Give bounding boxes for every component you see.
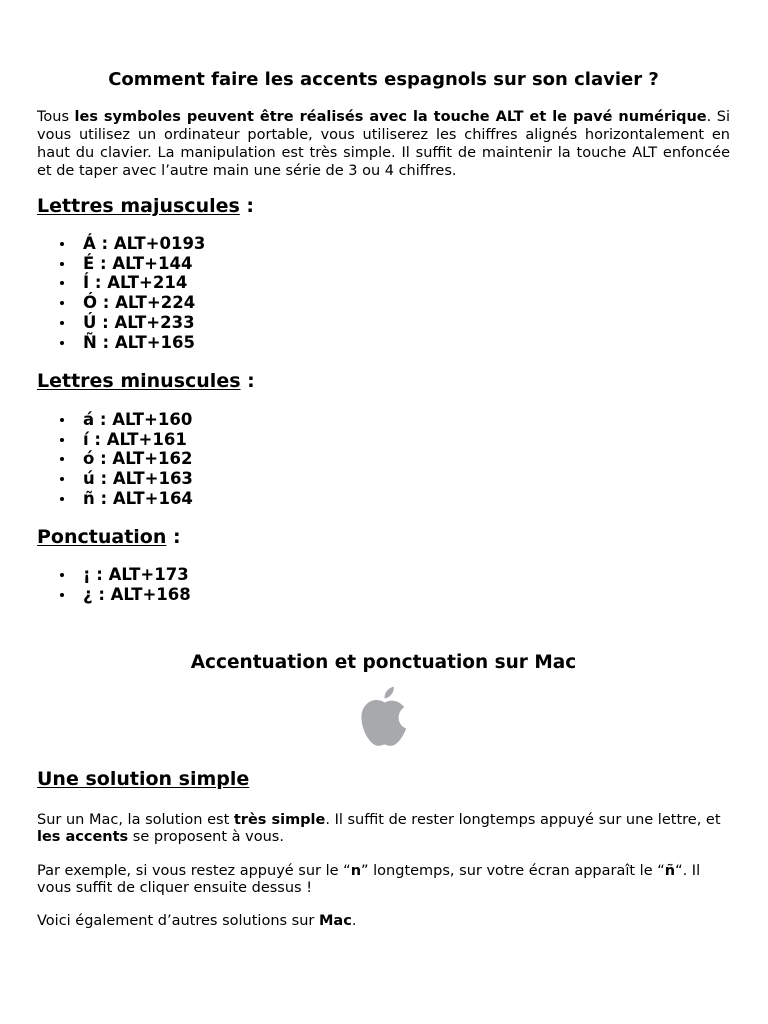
p2-bold-1: n [350, 863, 362, 879]
apple-logo-icon [357, 684, 412, 748]
lowercase-list [37, 410, 193, 509]
lowercase-heading-colon: : [240, 370, 255, 392]
uppercase-heading-label: Lettres majuscules [37, 195, 240, 217]
list-item: Í : ALT+214 [37, 273, 205, 293]
p3-text-1: Voici également d’autres solutions sur [37, 913, 319, 929]
mac-paragraph-2 [37, 863, 730, 897]
p1-text-1: Sur un Mac, la solution est [37, 812, 234, 828]
punctuation-heading [37, 525, 181, 549]
p3-bold-1: Mac [319, 913, 352, 929]
mac-paragraph-3 [37, 913, 730, 930]
list-item: Á : ALT+0193 [37, 234, 205, 254]
list-item: á : ALT+160 [37, 410, 193, 430]
list-item: Ú : ALT+233 [37, 313, 205, 333]
intro-text-1: Tous [37, 109, 75, 125]
p2-text-2: ” longtemps, sur votre écran apparaît le “ [361, 863, 665, 879]
list-item: ¿ : ALT+168 [37, 585, 191, 605]
uppercase-heading-colon: : [239, 195, 255, 217]
punctuation-heading-colon: : [166, 526, 181, 548]
p3-text-2: . [351, 913, 357, 929]
punctuation-list [37, 565, 191, 604]
p2-bold-2: ñ [664, 863, 676, 879]
list-item: ú : ALT+163 [37, 469, 193, 489]
list-item: ñ : ALT+164 [37, 489, 193, 509]
uppercase-list [37, 234, 205, 352]
mac-paragraph-1 [37, 812, 730, 846]
p1-bold-2: les accents [37, 829, 129, 845]
p2-text-1: Par exemple, si vous restez appuyé sur le “ [37, 863, 351, 879]
list-item: Ó : ALT+224 [37, 293, 205, 313]
intro-paragraph [37, 108, 730, 180]
intro-bold-1: les symboles peuvent être réalisés avec la touche ALT et le pavé numérique [74, 109, 707, 125]
list-item: ó : ALT+162 [37, 449, 193, 469]
punctuation-heading-label: Ponctuation [37, 526, 167, 548]
list-item: í : ALT+161 [37, 430, 193, 450]
uppercase-heading [37, 194, 254, 218]
p1-text-3: se proposent à vous. [128, 829, 284, 845]
lowercase-heading [37, 369, 255, 393]
list-item: Ñ : ALT+165 [37, 333, 205, 353]
list-item: É : ALT+144 [37, 254, 205, 274]
solution-heading: Une solution simple [37, 768, 250, 790]
p2-text-3: “. Il vous suffit de cliquer ensuite dessus ! [37, 863, 701, 896]
p1-bold-1: très simple [233, 812, 326, 828]
list-item: ¡ : ALT+173 [37, 565, 191, 585]
mac-section-title: Accentuation et ponctuation sur Mac [190, 652, 577, 673]
p1-text-2: . Il suffit de rester longtemps appuyé sur une lettre, et [325, 812, 721, 828]
lowercase-heading-label: Lettres minuscules [37, 370, 241, 392]
page-title: Comment faire les accents espagnols sur son clavier ? [108, 69, 659, 90]
intro-text-2: . Si vous utilisez un ordinateur portable, vous utiliserez les chiffres alignés horizontalement en haut du clavier. La manipulation est très simple. Il suffit de maintenir la touche ALT enfoncée et de taper avec l’autre main une série de 3 ou 4 chiffres. [37, 109, 730, 179]
